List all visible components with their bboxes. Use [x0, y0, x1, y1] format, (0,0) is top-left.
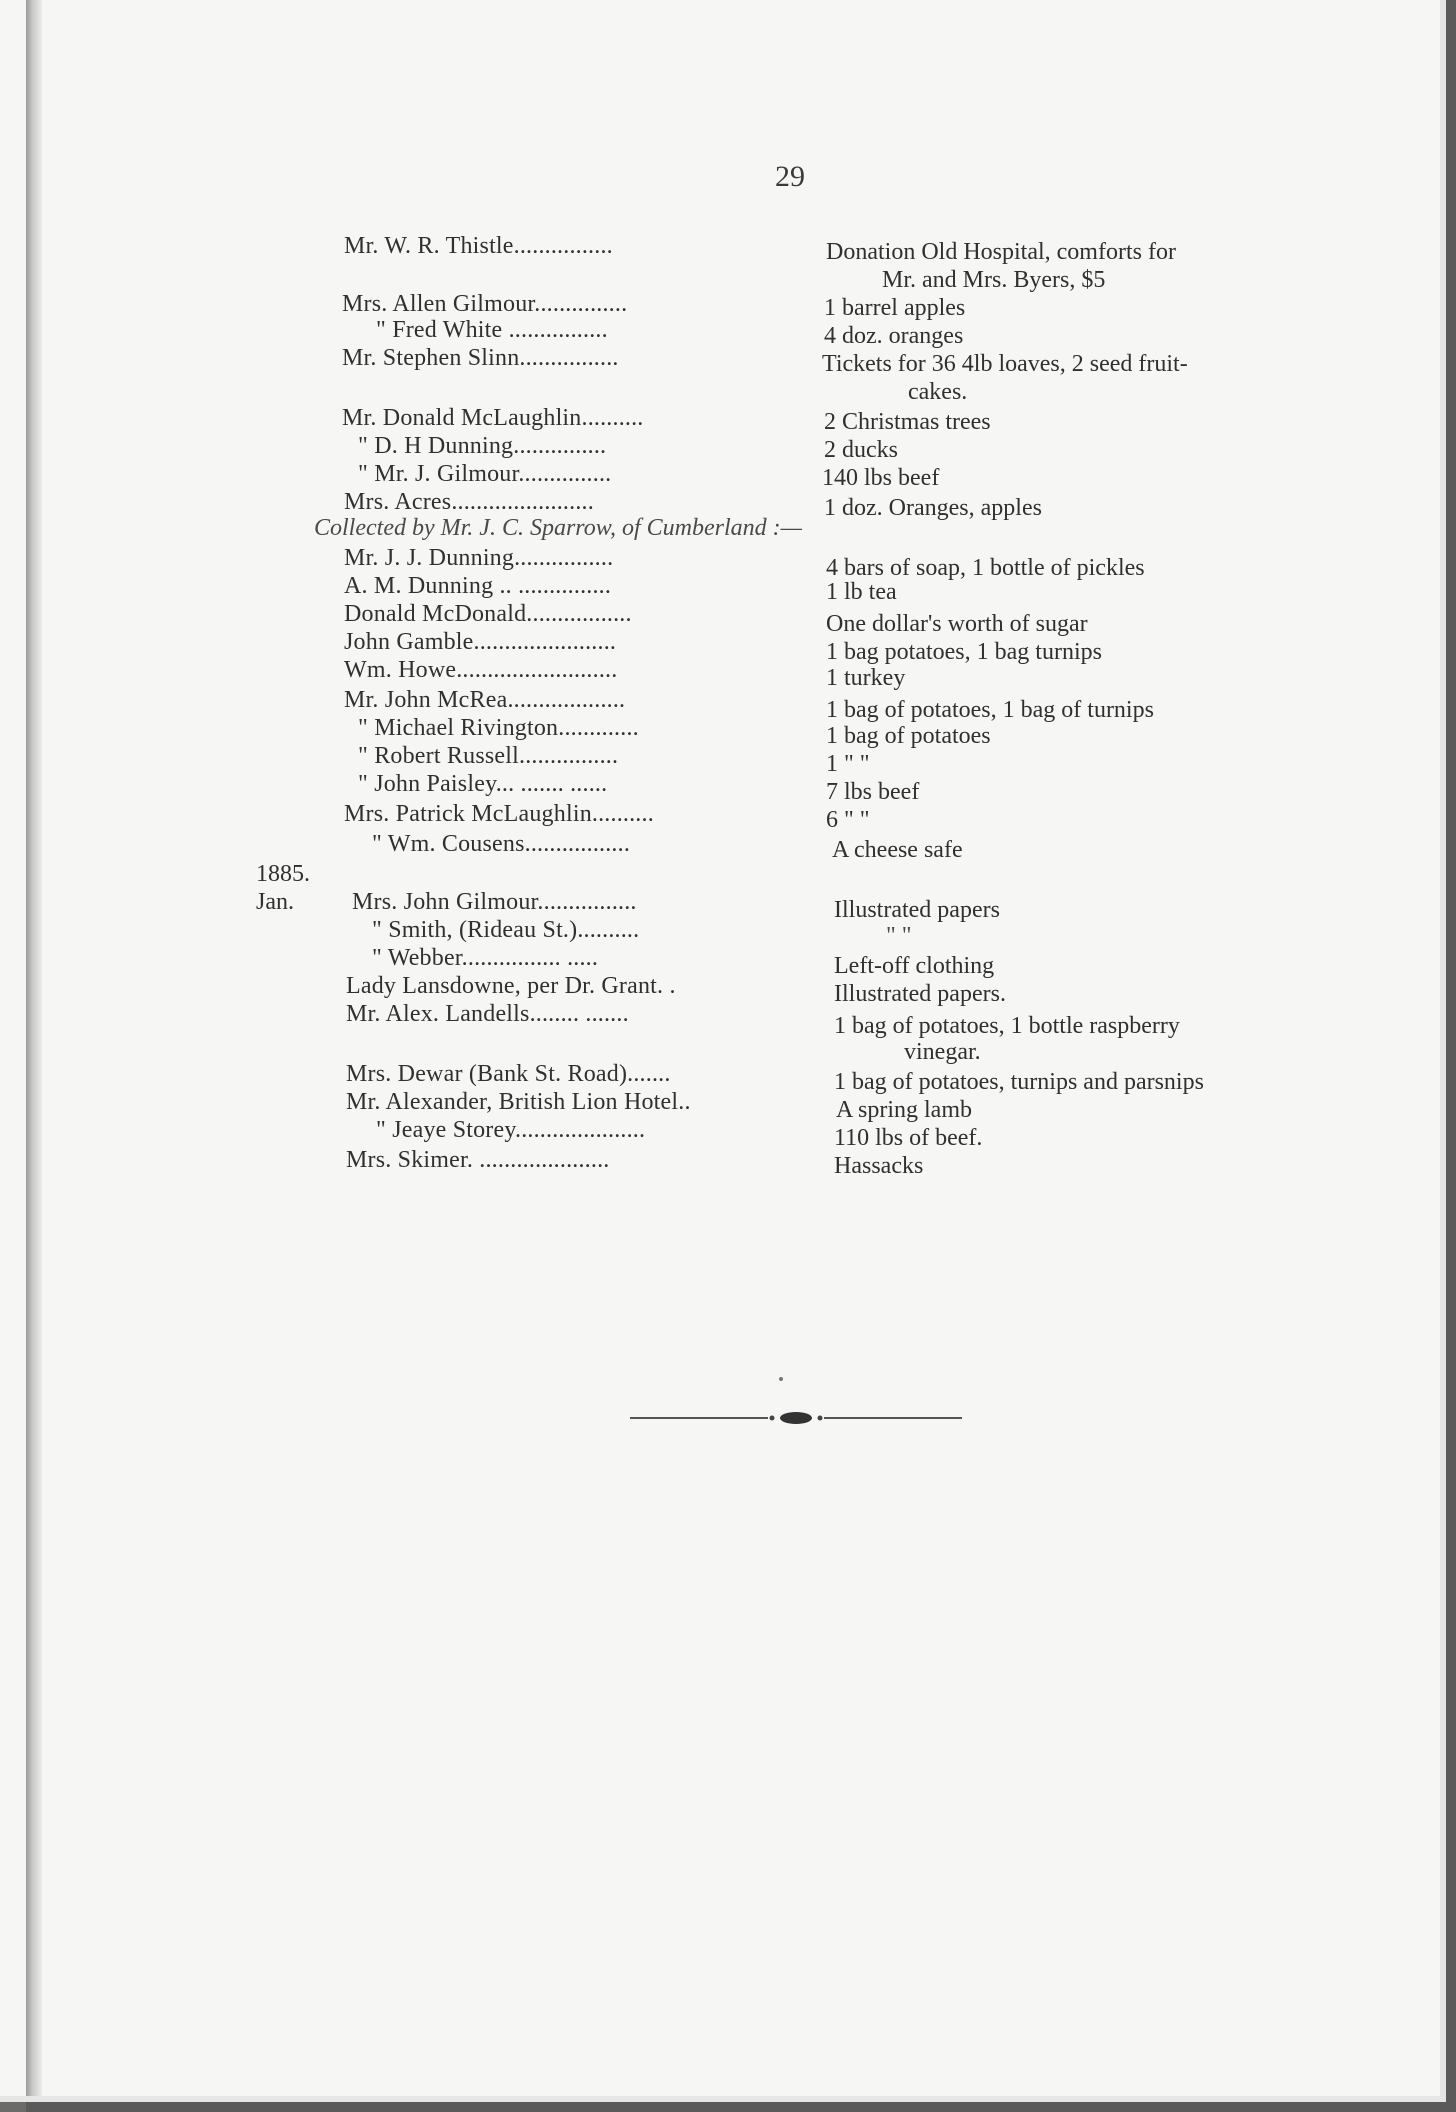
entry-item: 1 bag of potatoes [826, 723, 991, 749]
entry-item: 1 turkey [826, 665, 906, 691]
page-binding-edge [26, 0, 42, 2100]
entry-item: Left-off clothing [834, 953, 995, 979]
entry-item: One dollar's worth of sugar [826, 611, 1088, 637]
entry-name: Mr. Stephen Slinn................ [342, 345, 619, 371]
entry-item: 4 bars of soap, 1 bottle of pickles [826, 555, 1145, 581]
entry-name: " D. H Dunning............... [358, 433, 607, 459]
entry-name: " Mr. J. Gilmour............... [358, 461, 612, 487]
entry-name: Mr. John McRea................... [344, 687, 626, 713]
entry-name: Mrs. Skimer. ..................... [346, 1147, 610, 1173]
entry-item: " " [886, 923, 912, 949]
entry-item-continued: Mr. and Mrs. Byers, $5 [882, 267, 1106, 293]
entry-item: 1 bag of potatoes, turnips and parsnips [834, 1069, 1204, 1095]
entry-name: Mrs. Acres....................... [344, 489, 594, 515]
entry-item: 1 " " [826, 751, 870, 777]
entry-name: Wm. Howe.......................... [344, 657, 618, 683]
collected-by-heading: Collected by Mr. J. C. Sparrow, of Cumberland :— [314, 515, 802, 541]
entry-name: " Robert Russell................ [358, 743, 619, 769]
entry-item-continued: cakes. [908, 379, 968, 405]
entry-name: " Smith, (Rideau St.).......... [372, 917, 640, 943]
entry-item: 6 " " [826, 807, 870, 833]
entry-name: Mr. Donald McLaughlin.......... [342, 405, 644, 431]
margin-month: Jan. [256, 889, 294, 915]
entry-item: 7 lbs beef [826, 779, 920, 805]
entry-item: A cheese safe [832, 837, 963, 863]
entry-name: " Webber................ ..... [372, 945, 599, 971]
entry-name: Mr. W. R. Thistle................ [344, 233, 613, 259]
entry-item: Donation Old Hospital, comforts for [826, 239, 1176, 265]
page-number: 29 [775, 160, 805, 193]
entry-name: A. M. Dunning .. ............... [344, 573, 612, 599]
margin-year: 1885. [256, 861, 310, 887]
entry-name: Mrs. John Gilmour................ [352, 889, 637, 915]
entry-item: 140 lbs beef [822, 465, 940, 491]
entry-item: 1 lb tea [826, 579, 897, 605]
entry-item: 4 doz. oranges [824, 323, 964, 349]
entry-item: Hassacks [834, 1153, 924, 1179]
entry-name: " Wm. Cousens................. [372, 831, 631, 857]
entry-item: Illustrated papers [834, 897, 1000, 923]
entry-item: Tickets for 36 4lb loaves, 2 seed fruit- [822, 351, 1188, 377]
entry-name: Mr. Alex. Landells........ ....... [346, 1001, 629, 1027]
entry-name: Lady Lansdowne, per Dr. Grant. . [346, 973, 676, 999]
ink-speck [779, 1377, 783, 1381]
entry-name: Mrs. Dewar (Bank St. Road)....... [346, 1061, 671, 1087]
entry-name: John Gamble....................... [344, 629, 617, 655]
entry-item-continued: vinegar. [904, 1039, 981, 1065]
entry-name: " Fred White ................ [376, 317, 608, 343]
entry-name: " Michael Rivington............. [358, 715, 639, 741]
entry-item: 1 barrel apples [824, 295, 966, 321]
entry-item: 2 ducks [824, 437, 898, 463]
entry-name: " Jeaye Storey..................... [376, 1117, 646, 1143]
entry-item: 1 bag potatoes, 1 bag turnips [826, 639, 1102, 665]
entry-item: 1 doz. Oranges, apples [824, 495, 1042, 521]
entry-item: Illustrated papers. [834, 981, 1006, 1007]
entry-item: 1 bag of potatoes, 1 bag of turnips [826, 697, 1154, 723]
entry-name: " John Paisley... ....... ...... [358, 771, 608, 797]
entry-name: Mr. Alexander, British Lion Hotel.. [346, 1089, 691, 1115]
entry-name: Mrs. Allen Gilmour............... [342, 291, 628, 317]
entry-item: 1 bag of potatoes, 1 bottle raspberry [834, 1013, 1180, 1039]
entry-item: 2 Christmas trees [824, 409, 991, 435]
ornament-divider-icon [628, 1406, 964, 1430]
entry-name: Mr. J. J. Dunning................ [344, 545, 614, 571]
entry-item: 110 lbs of beef. [834, 1125, 983, 1151]
entry-name: Mrs. Patrick McLaughlin.......... [344, 801, 654, 827]
entry-name: Donald McDonald................. [344, 601, 632, 627]
entry-item: A spring lamb [836, 1097, 972, 1123]
